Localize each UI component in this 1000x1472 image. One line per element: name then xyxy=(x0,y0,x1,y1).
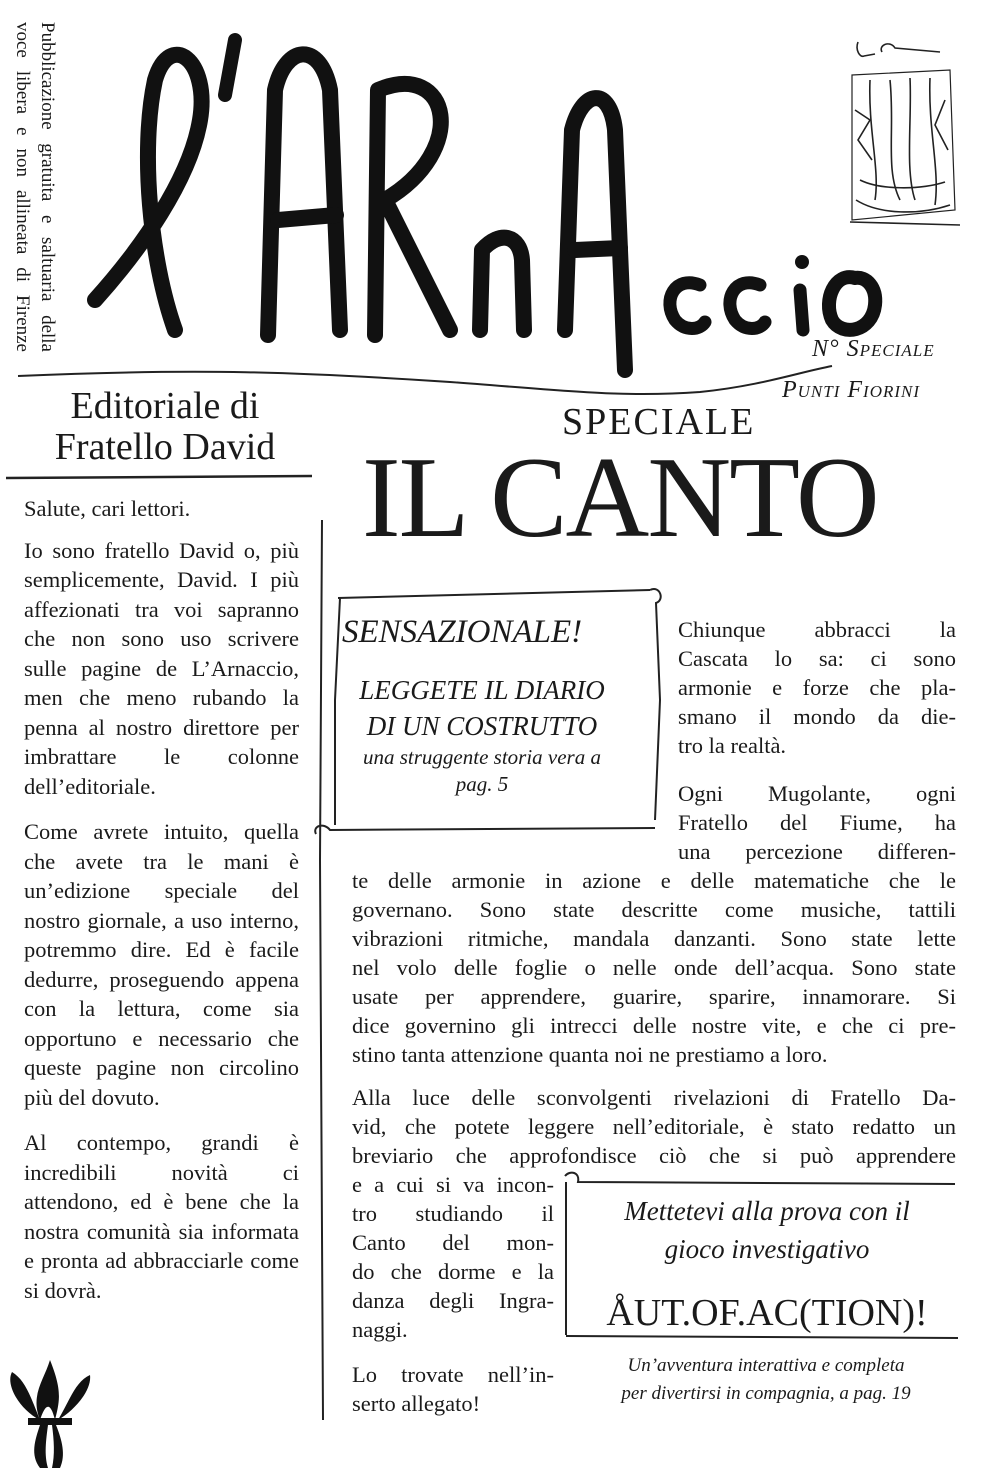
box-headline xyxy=(322,672,642,744)
feature-line: breviario che approfondisce ciò che si può apprendere xyxy=(352,1143,956,1168)
feature-line: Lo trovate nell’in- xyxy=(352,1362,554,1387)
editorial-paragraph-1: Io sono fratello David o, più semplicemente, David. I più affezionati tra voi sapranno che non sono uso scrivere sulle pagine de L’Arnaccio, men che meno rubando la penna al nostro direttore per imbrattare le colonne dell’editoriale. xyxy=(24,537,299,799)
feature-wide-text xyxy=(352,866,956,1069)
feature-line: Ogni Mugolante, ogni xyxy=(678,781,956,806)
box-subline-line-1: una struggente storia vera a xyxy=(363,745,601,769)
sidenote-line-1: Pubblicazione gratuita e saltuaria della xyxy=(37,22,58,352)
feature-line: te delle armonie in azione e delle matematiche che le xyxy=(352,868,956,893)
editorial-heading-line-1: Editoriale di xyxy=(70,385,260,427)
promo-subtitle-line-2: per divertirsi in compagnia, a pag. 19 xyxy=(621,1383,911,1404)
editorial-greeting: Salute, cari lettori. xyxy=(24,496,191,521)
feature-line: vibrazioni ritmiche, mandala danzanti. Sono state lette xyxy=(352,926,956,951)
feature-line: serto allegato! xyxy=(352,1391,481,1416)
sidenote-line-2: voce libera e non allineata di Firenze xyxy=(12,22,33,352)
feature-line: naggi. xyxy=(352,1317,408,1342)
feature-line: armonie e forze che pla- xyxy=(678,675,956,700)
feature-line: una percezione differen- xyxy=(678,839,956,864)
price-label: Punti Fiorini xyxy=(782,377,921,403)
box-title: SENSAZIONALE! xyxy=(342,614,583,650)
feature-line: tro la realtà. xyxy=(678,733,787,758)
editorial-rule xyxy=(6,476,312,478)
editorial-column xyxy=(24,494,299,1321)
feature-line: Alla luce delle sconvolgenti rivelazioni di Fratello Da- xyxy=(352,1085,956,1110)
feature-headline: IL CANTO xyxy=(362,434,878,562)
promo-subtitle-line-1: Un’avventura interattiva e completa xyxy=(627,1355,905,1376)
feature-line: Cascata lo sa: ci sono xyxy=(678,646,956,671)
promo-game-title[interactable]: ÅUT.OF.AC(TION)! xyxy=(606,1292,928,1334)
promo-heading xyxy=(572,1192,962,1268)
sensazionale-box[interactable] xyxy=(322,596,642,828)
feature-line: governano. Sono state descritte come musiche, tattili xyxy=(352,897,956,922)
editorial-paragraph-3: Al contempo, grandi è incredibili novità ci attendono, ed è bene che la nostra comunità sia informata e pronta ad abbracciarle come si dovrà. xyxy=(24,1130,299,1303)
feature-line: Fratello del Fiume, ha xyxy=(678,810,956,835)
feature-line: Canto del mon- xyxy=(352,1230,554,1255)
promo-heading-line-2: gioco investigativo xyxy=(664,1234,870,1264)
feature-line: dice governino gli intrecci delle nostre vite, e che ci pre- xyxy=(352,1013,956,1038)
masthead-sidenote xyxy=(6,22,60,352)
feature-line: do che dorme e la xyxy=(352,1259,554,1284)
feature-line: usate per apprendere, guarire, sparire, innamorare. Si xyxy=(352,984,956,1009)
fleur-de-lis-icon xyxy=(10,1360,90,1468)
feature-line: smano il mondo da die- xyxy=(678,704,956,729)
feature-column-mid xyxy=(678,779,956,866)
box-subline xyxy=(322,744,642,798)
editorial-paragraph-2: Come avrete intuito, quella che avete tra le mani è un’edizione speciale del nostro giornale, a uso interno, potremmo dire. Ed è facile dedurre, proseguendo appena con la lettura, come sia opportuno e necessario che queste pagine non circolino più del dovuto. xyxy=(24,819,299,1110)
feature-column-top xyxy=(678,615,956,760)
masthead-title-lettering xyxy=(95,40,875,370)
feature-line: vid, che potete leggere nell’editoriale, è stato redatto un xyxy=(352,1114,956,1139)
feature-narrow-text xyxy=(352,1170,554,1344)
feature-line: nel volo delle foglie o nelle onde dell’acqua. Sono state xyxy=(352,955,956,980)
feature-line: danza degli Ingra- xyxy=(352,1288,554,1313)
editorial-heading xyxy=(20,386,310,468)
cascata-sketch xyxy=(850,42,960,225)
feature-line: e a cui si va incon- xyxy=(352,1172,554,1197)
feature-line: Chiunque abbracci la xyxy=(678,617,956,642)
issue-label: N° Speciale xyxy=(812,336,935,362)
box-subline-line-2: pag. 5 xyxy=(455,772,509,796)
box-headline-line-1: LEGGETE IL DIARIO xyxy=(359,675,605,705)
box-headline-line-2: DI UN COSTRUTTO xyxy=(366,711,598,741)
feature-line: tro studiando il xyxy=(352,1201,554,1226)
feature-wide-text-2 xyxy=(352,1083,956,1170)
promo-heading-line-1: Mettetevi alla prova con il xyxy=(624,1196,910,1226)
feature-line: stino tanta attenzione quanta noi ne prestiamo a loro. xyxy=(352,1042,828,1067)
feature-kicker: SPECIALE xyxy=(562,401,756,443)
feature-narrow-text-2 xyxy=(352,1360,554,1418)
editorial-heading-line-2: Fratello David xyxy=(54,426,276,468)
promo-subtitle xyxy=(576,1352,956,1408)
